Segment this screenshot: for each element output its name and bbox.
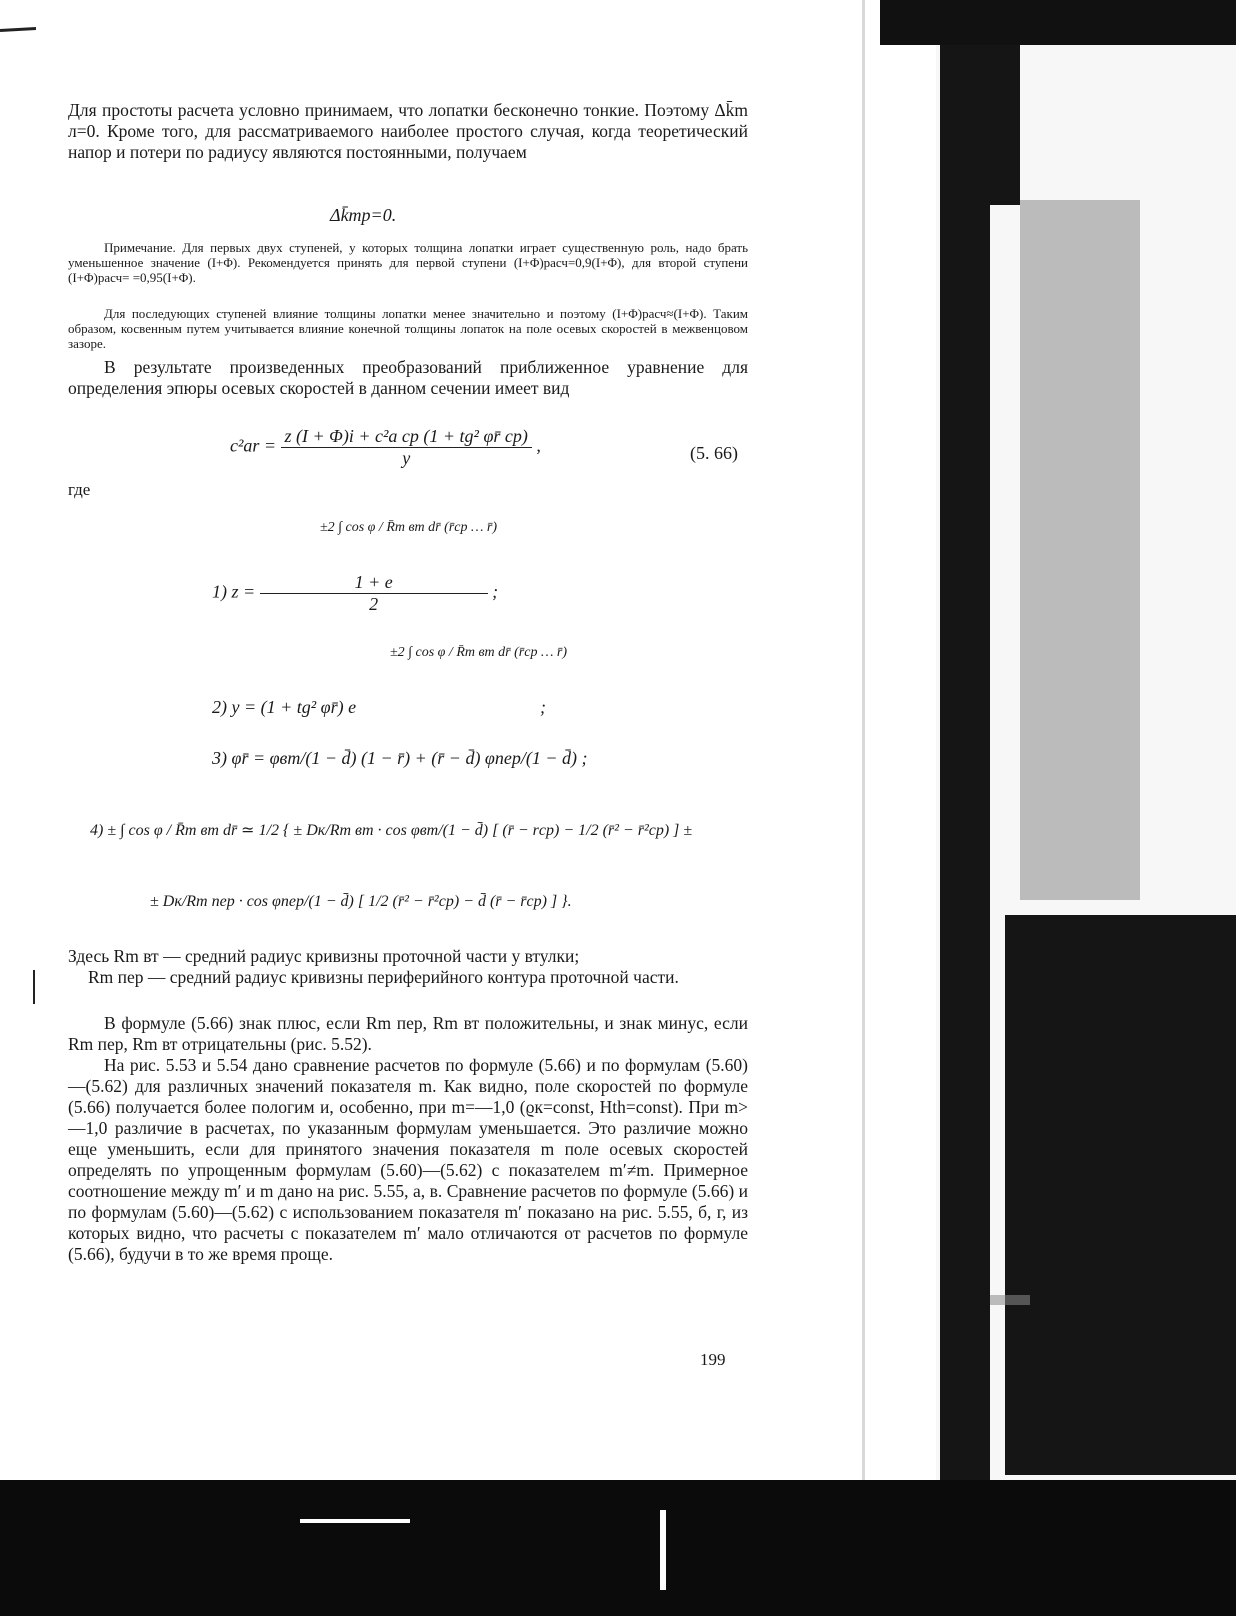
z-fraction (260, 572, 488, 615)
y-exponent: ±2 ∫ cos φ / R̄m вт dr̄ (r̄ср … r̄) (390, 645, 567, 660)
z-definition (212, 572, 498, 615)
paragraph-2: В результате произведенных преобразований приближенное уравнение для определения эпюры осевых скоростей в данном сечении имеет вид (68, 357, 748, 398)
bottom-streak-1 (300, 1519, 410, 1523)
equation-number: (5. 66) (690, 443, 738, 463)
integral-line-1: 4) ± ∫ cos φ / R̄m вт dr̄ ≃ 1/2 { ± Dк/Rm вт · cos φвт/(1 − d̄) [ (r̄ − rср) − 1/2 (r̄² − r̄²ср) ] ± (90, 822, 693, 839)
top-scan-bleed (880, 0, 1236, 45)
eq566-numerator: z (I + Φ)i + c²a ср (1 + tg² φr̄ ср) (281, 426, 532, 448)
note-1: Примечание. Для первых двух ступеней, у которых толщина лопатки играет существенную роль, надо брать уменьшенное значение (I+Φ). Рекомендуется принять для первой ступени (I+Φ)расч=0,9(I+Φ), для второй ступени (I+Φ)расч= =0,95(I+Φ). (68, 240, 748, 285)
margin-bracket (33, 970, 35, 1004)
z-lhs: 1) z = (212, 581, 256, 602)
integral-line-2: ± Dк/Rm пер · cos φпер/(1 − d̄) [ 1/2 (r̄² − r̄²ср) − d̄ (r̄ − r̄ср) ] }. (150, 893, 572, 910)
right-edge-mark (990, 1295, 1030, 1305)
right-edge-band (940, 45, 990, 1485)
eq566-tail: , (536, 435, 541, 456)
note-2: Для последующих ступеней влияние толщины лопатки менее значительно и поэтому (I+Φ)расч≈(I+Φ). Таким образом, косвенным путем учитывается влияние конечной толщины лопаток на поле осевых скоростей в межвенцовом зазоре. (68, 306, 748, 351)
equation-delta-k: Δk̄mp=0. (330, 205, 397, 225)
eq566-fraction (281, 426, 532, 469)
right-edge-block (990, 45, 1020, 205)
y-tail: ; (540, 697, 546, 717)
corner-mark (0, 27, 36, 32)
here-line-2: Rm пер — средний радиус кривизны периферийного контура проточной части. (88, 967, 679, 987)
equation-5-66 (230, 426, 541, 469)
bottom-streak-2 (660, 1510, 666, 1590)
right-edge-lower-block (1005, 915, 1236, 1475)
eq566-lhs: c²ar = (230, 435, 277, 456)
eq566-denominator: y (402, 448, 411, 468)
z-numerator: 1 + e (260, 572, 488, 594)
here-line-1: Здесь Rm вт — средний радиус кривизны проточной части у втулки; (68, 946, 580, 966)
y-definition: 2) y = (1 + tg² φr̄) e (212, 697, 357, 717)
z-denominator: 2 (369, 594, 379, 614)
where-label: где (68, 480, 91, 499)
bottom-scan-bleed (0, 1480, 1236, 1616)
z-exponent: ±2 ∫ cos φ / R̄m вт dr̄ (r̄ср … r̄) (320, 520, 497, 535)
paragraph-3: В формуле (5.66) знак плюс, если Rm пер, Rm вт положительны, и знак минус, если Rm пер, Rm вт отрицательны (рис. 5.52). (68, 1013, 748, 1054)
right-edge-shade (1020, 200, 1140, 900)
page-number: 199 (700, 1350, 726, 1369)
phi-definition: 3) φr̄ = φвт/(1 − d̄) (1 − r̄) + (r̄ − d̄) φпер/(1 − d̄) ; (212, 748, 588, 768)
z-tail: ; (492, 581, 499, 602)
paragraph-4: На рис. 5.53 и 5.54 дано сравнение расчетов по формуле (5.66) и по формулам (5.60)—(5.62) для различных значений показателя m. Как видно, поле скоростей по формуле (5.66) получается более пологим и, особенно, при m=—1,0 (ϱк=const, Hth=const). При m>—1,0 различие в расчетах, по указанным формулам уменьшается. Это различие можно еще уменьшить, если для принятого значения показателя m поле осевых скоростей определять по упрощенным формулам (5.60)—(5.62) с показателем m′≠m. Примерное соотношение между m′ и m дано на рис. 5.55, a, в. Сравнение расчетов по формуле (5.66) и по формулам (5.60)—(5.62) с использованием показателя m′ показано на рис. 5.55, б, г, из которых видно, что расчеты с показателем m′ мало отличаются от расчетов по формуле (5.66), будучи в то же время проще. (68, 1055, 748, 1264)
paragraph-1: Для простоты расчета условно принимаем, что лопатки бесконечно тонкие. Поэтому Δk̄m л=0. Кроме того, для рассматриваемого наиболее простого случая, когда теоретический напор и потери по радиусу являются постоянными, получаем (68, 100, 748, 162)
gutter-shadow (862, 0, 865, 1480)
